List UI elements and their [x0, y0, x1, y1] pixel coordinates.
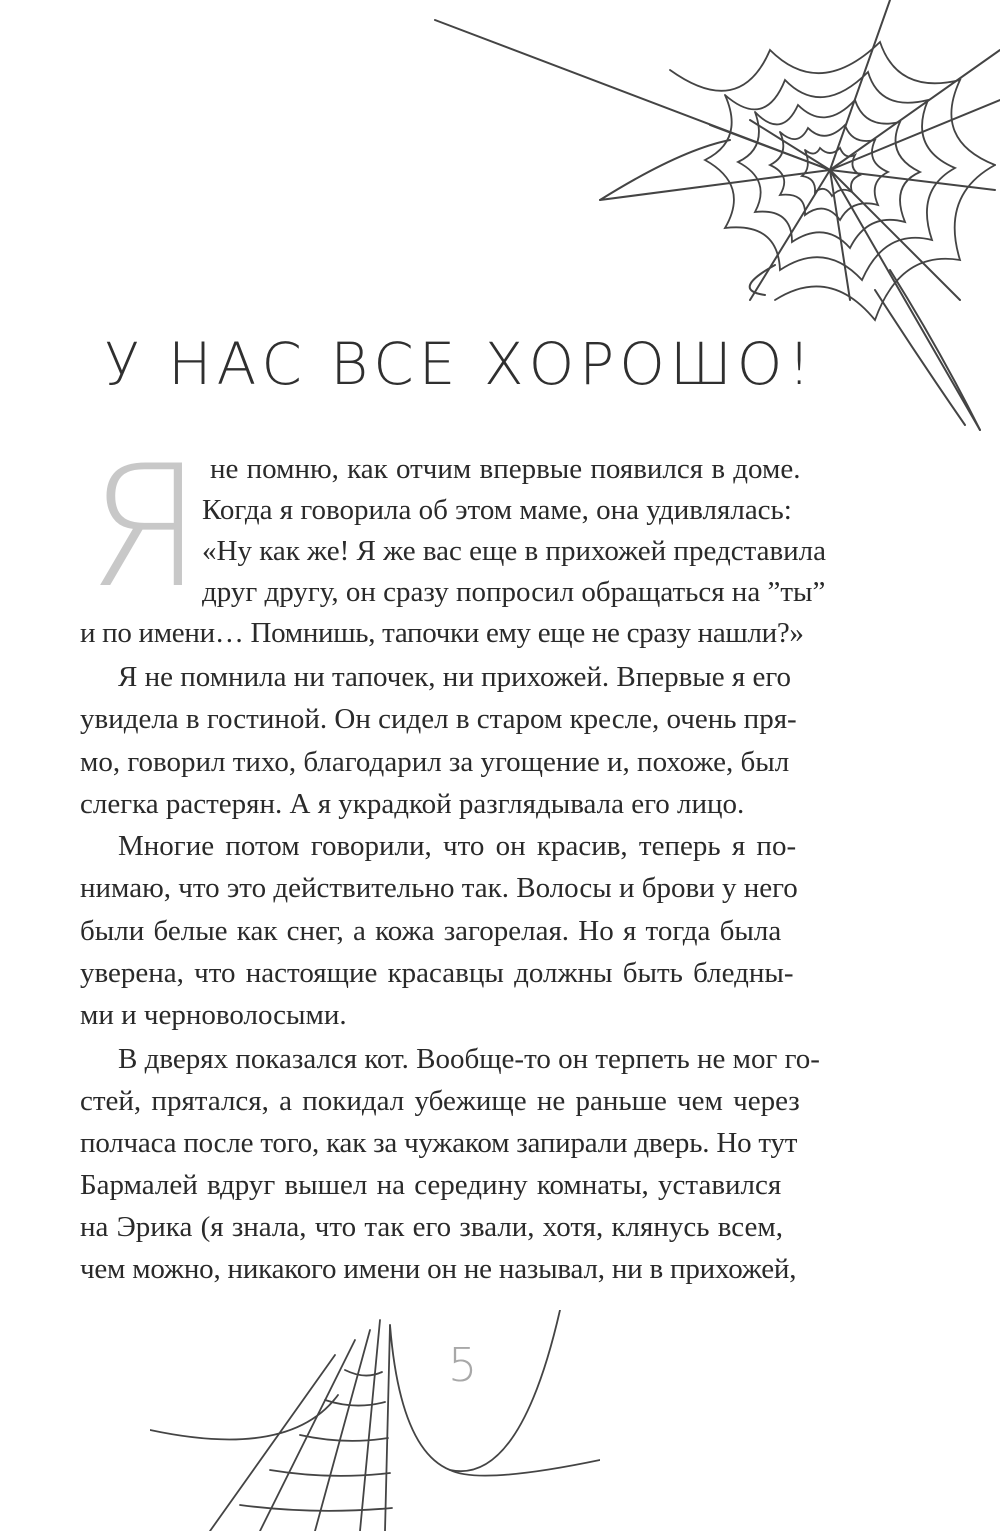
- text-line: слегка растерян. А я украдкой разглядывала его лицо.: [80, 788, 745, 820]
- text-line: на Эрика (я знала, что так его звали, хотя, клянусь всем,: [80, 1211, 783, 1243]
- page-number: 5: [448, 1338, 478, 1392]
- text-line: были белые как снег, а кожа загорелая. Но я тогда была: [80, 915, 782, 947]
- text-line: Когда я говорила об этом маме, она удивлялась:: [202, 494, 792, 526]
- drop-cap: Я: [86, 429, 203, 625]
- web-rings-bottom: [240, 1370, 392, 1511]
- text-line: друг другу, он сразу попросил обращаться на ”ты”: [202, 576, 826, 608]
- text-line: «Ну как же! Я же вас еще в прихожей представила: [202, 535, 827, 567]
- web-strands-bottom: [150, 1310, 600, 1476]
- text-line: чем можно, никакого имени он не называл, ни в прихожей,: [80, 1253, 797, 1285]
- text-line: нимаю, что это действительно так. Волосы и брови у него: [80, 872, 798, 904]
- text-line: уверена, что настоящие красавцы должны быть бледны-: [80, 957, 794, 989]
- chapter-title: У НАС ВСЕ ХОРОШО!: [104, 330, 816, 398]
- text-line: мо, говорил тихо, благодарил за угощение и, похоже, был: [80, 746, 790, 778]
- text-line: Бармалей вдруг вышел на середину комнаты, уставился: [80, 1169, 782, 1201]
- text-line: Я не помнила ни тапочек, ни прихожей. Впервые я его: [118, 661, 792, 693]
- text-line: и по имени… Помнишь, тапочки ему еще не сразу нашли?»: [80, 617, 804, 649]
- cobweb-illustration-bottom: [150, 1310, 600, 1531]
- text-line: В дверях показался кот. Вообще-то он терпеть не мог го-: [118, 1043, 820, 1075]
- text-line: Многие потом говорили, что он красив, теперь я по-: [118, 830, 797, 862]
- text-line: стей, прятался, а покидал убежище не раньше чем через: [80, 1085, 800, 1117]
- text-line: увидела в гостиной. Он сидел в старом кресле, очень пря-: [80, 703, 797, 735]
- text-line: ми и черноволосыми.: [80, 999, 347, 1031]
- text-line: не помню, как отчим впервые появился в доме.: [210, 453, 801, 485]
- text-line: полчаса после того, как за чужаком запирали дверь. Но тут: [80, 1127, 798, 1159]
